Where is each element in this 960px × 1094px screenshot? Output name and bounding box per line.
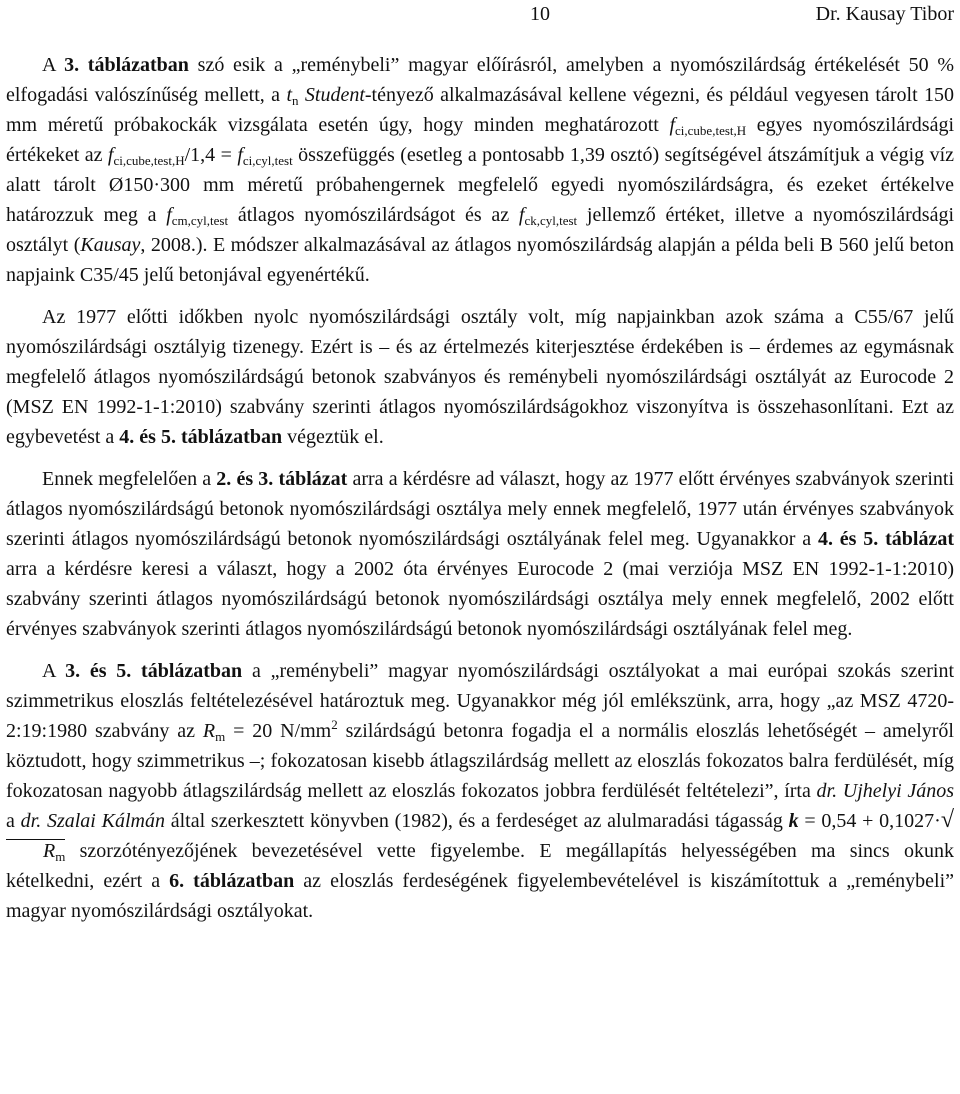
formula-symbol: f — [166, 204, 172, 226]
formula-symbol: f — [669, 114, 676, 136]
cited-editor: dr. Szalai Kálmán — [20, 810, 165, 832]
document-page — [6, 0, 954, 938]
page-header — [6, 0, 954, 38]
paragraph-4: A 3. és 5. táblázatban a „reménybeli” magyar nyomószilárdsági osztályokat a mai európai szokás szerint szimmetrikus eloszlás feltételezésével határoztuk meg. Ugyanakkor még jól emlékszünk, arra, hogy „az MSZ 4720-2:19:1980 szabvány az $R_m = 20$ $N/mm^2$ szilárdságú betonra fogadja el a normális eloszlás lehetőségét – amelyről köztudott, hogy szimmetrikus –; fokozatosan kisebb átlagszilárdság mellett az eloszlás fokozatos balra ferdülését, míg fokozatosan nagyobb átlagszilárdság mellett az eloszlás fokozatos jobbra ferdülését feltételezi”, írta dr. Ujhelyi János a dr. Szalai Kálmán által szerkesztett könyvben (1982), és a ferdeséget az alulmaradási tágasság $k = 0,54 + 0,1027\cdot√R_m$ szorzótényezőjének bevezetésével vette figyelembe. E megállapítás helyességében ma sincs okunk kételkedni, ezért a 6. táblázatban az eloszlás ferdeségének figyelembevételével is kiszámítottuk a „reménybeli” magyar nyomószilárdsági osztályokat. — [6, 660, 955, 922]
table-reference: 3. táblázatban — [64, 54, 189, 76]
running-header-author: Dr. Kausay Tibor — [815, 3, 954, 25]
cited-author: dr. Ujhelyi János — [816, 780, 955, 802]
table-reference: 4. és 5. táblázat — [817, 528, 954, 550]
formula-symbol: f — [237, 144, 243, 166]
table-reference: 6. táblázatban — [169, 870, 295, 892]
radicand: $R_m$ — [6, 839, 65, 862]
table-reference: 4. és 5. táblázatban — [119, 426, 283, 448]
paragraph-2: Az 1977 előtti időkben nyolc nyomószilárdsági osztály volt, míg napjainkban azok száma a C55/67 jelű nyomószilárdsági osztályig tizenegy. Ezért is – és az értelmezés kiterjesztése érdekében is – érdemes az egymásnak megfelelő átlagos nyomószilárdságú betonok szabványos és reménybeli nyomószilárdsági osztályát az Eurocode 2 (MSZ EN 1992-1-1:2010) szabvány szerinti átlagos nyomószilárdságokhoz viszonyítva is összehasonlítani. Ezt az egybevetést a 4. és 5. táblázatban végeztük el. — [6, 306, 954, 448]
table-reference: 2. és 3. táblázat — [216, 468, 348, 490]
formula-symbol: k — [788, 810, 799, 832]
page-number: 10 — [530, 3, 550, 25]
square-root-icon: √ — [940, 807, 955, 833]
formula-symbol: R — [202, 720, 216, 742]
paragraph-3: Ennek megfelelően a 2. és 3. táblázat arra a kérdésre ad választ, hogy az 1977 előtt érvényes szabványok szerinti átlagos nyomószilárdságú betonok nyomószilárdsági osztálya mely ennek megfelelő, 1977 után érvényes szabványok szerinti átlagos nyomószilárdságú betonok nyomószilárdsági osztályának felel meg. Ugyanakkor a 4. és 5. táblázat arra a kérdésre keresi a választ, hogy a 2002 óta érvényes Eurocode 2 (mai verziója MSZ EN 1992-1-1:2010) szabvány szerinti átlagos nyomószilárdságú betonok nyomószilárdsági osztálya mely ennek megfelelő, 2002 előtt érvényes szabványok szerinti átlagos nyomószilárdságú betonok nyomószilárdsági osztályának felel meg. — [6, 468, 955, 640]
paragraph-1: A 3. táblázatban szó esik a „reménybeli” magyar előírásról, amelyben a nyomószilárdság értékelését 50 % elfogadási valószínűség mellett, a $t_n$ Student-tényező alkalmazásával kellene végezni, és például vegyesen tárolt 150 mm méretű próbakockák vizsgálata esetén úgy, hogy minden meghatározott $f_{ci,cube,test,H}$ egyes nyomószilárdsági értékeket az $f_{ci,cube,test,H}/1,4 = f_{ci,cyl,test}$ összefüggés (esetleg a pontosabb 1,39 osztó) segítségével átszámítjuk a végig víz alatt tárolt Ø150·300 mm méretű próbahengernek megfelelő egyedi nyomószilárdságra, és ezeket értékelve határozzuk meg a $f_{cm,cyl,test}$ átlagos nyomószilárdságot és az $f_{ck,cyl,test}$ jellemző értéket, illetve a nyomószilárdsági osztályt (Kausay, 2008.). E módszer alkalmazásával az átlagos nyomószilárdság alapján a példa beli B 560 jelű beton napjaink C35/45 jelű betonjával egyenértékű. — [6, 54, 955, 286]
table-reference: 3. és 5. táblázatban — [65, 660, 243, 682]
formula-symbol: f — [518, 204, 525, 226]
formula-symbol: f — [107, 144, 114, 166]
citation-author: Kausay — [80, 234, 141, 256]
